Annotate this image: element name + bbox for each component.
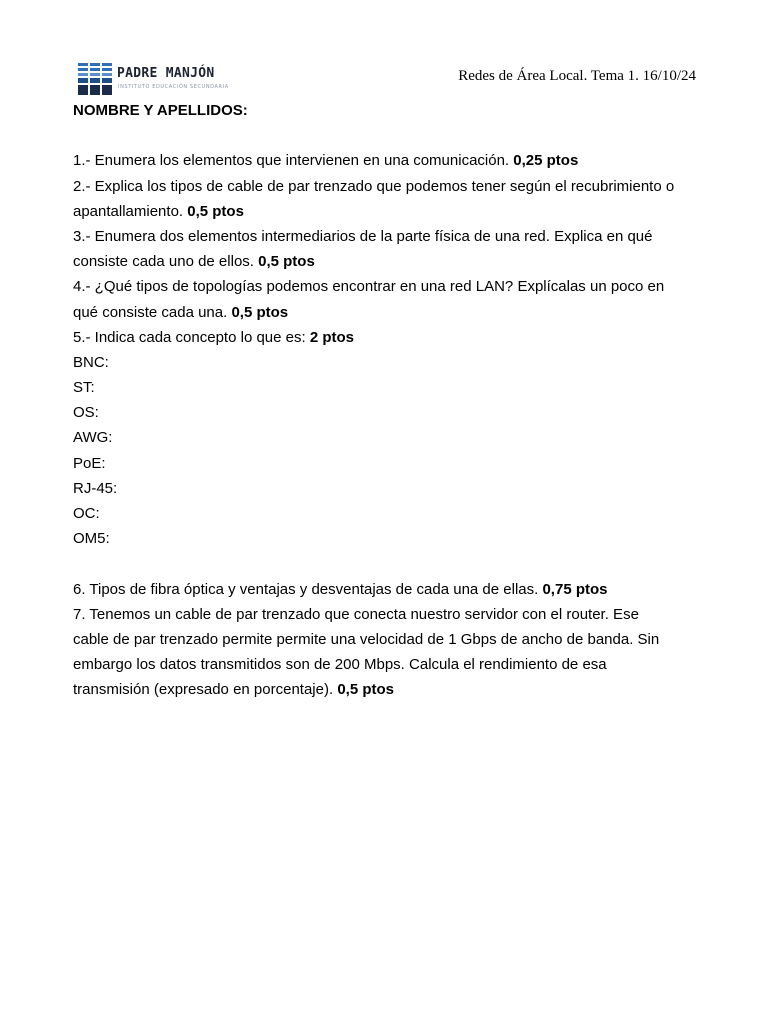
question-7-line-2: cable de par trenzado permite permite una velocidad de 1 Gbps de ancho de banda. Sin xyxy=(73,630,660,648)
question-2-text: apantallamiento. xyxy=(73,202,188,220)
question-3-points: 0,5 ptos xyxy=(258,253,315,271)
question-2-line-2 xyxy=(73,199,703,224)
term-rj45: RJ-45: xyxy=(73,479,118,497)
question-1 xyxy=(73,148,703,173)
question-7-line-1: 7. Tenemos un cable de par trenzado que conecta nuestro servidor con el router. Ese xyxy=(73,605,639,623)
question-4-points: 0,5 ptos xyxy=(231,303,289,321)
question-3-line-1: 3.- Enumera dos elementos intermediarios de la parte física de una red. Explica en qué xyxy=(73,227,653,245)
school-logo xyxy=(78,62,238,96)
question-7-points: 0,5 ptos xyxy=(337,681,394,699)
question-7-line-4 xyxy=(73,677,703,702)
question-4-text: qué consiste cada una. xyxy=(73,303,232,321)
term-oc: OC: xyxy=(73,505,100,522)
school-subtitle: INSTITUTO EDUCACIÓN SECUNDARIA xyxy=(118,84,229,90)
exam-body xyxy=(73,98,703,703)
term-awg: AWG: xyxy=(73,429,113,447)
spacer xyxy=(73,123,703,148)
school-name: PADRE MANJÓN xyxy=(117,66,215,81)
question-6-points: 0,75 ptos xyxy=(542,580,608,598)
question-4-line-1: 4.- ¿Qué tipos de topologías podemos encontrar en una red LAN? Explícalas un poco en xyxy=(73,278,665,296)
question-5-text: 5.- Indica cada concepto lo que es: xyxy=(73,328,310,346)
question-5 xyxy=(73,325,703,350)
question-2-points: 0,5 ptos xyxy=(187,202,244,220)
question-5-points: 2 ptos xyxy=(309,328,355,346)
question-3-line-2 xyxy=(73,249,703,274)
term-st: ST: xyxy=(73,379,95,397)
question-1-points: 0,25 ptos xyxy=(513,152,579,170)
course-info: Redes de Área Local. Tema 1. 16/10/24 xyxy=(458,68,696,84)
question-6-text: 6. Tipos de fibra óptica y ventajas y desventajas de cada una de ellas. xyxy=(73,580,543,598)
term-om5: OM5: xyxy=(73,530,110,548)
name-label: NOMBRE Y APELLIDOS: xyxy=(73,102,248,119)
spacer xyxy=(73,551,703,576)
question-3-text: consiste cada uno de ellos. xyxy=(73,253,259,271)
question-4-line-2 xyxy=(73,300,703,325)
term-os: OS: xyxy=(73,404,99,422)
question-6 xyxy=(73,577,703,602)
term-bnc: BNC: xyxy=(73,353,109,371)
question-2-line-1: 2.- Explica los tipos de cable de par trenzado que podemos tener según el recubrimiento o xyxy=(73,177,675,195)
page-header xyxy=(78,62,696,96)
question-7-line-3: embargo los datos transmitidos son de 200 Mbps. Calcula el rendimiento de esa xyxy=(73,656,607,674)
school-logo-mark-icon xyxy=(78,63,112,95)
question-1-text: 1.- Enumera los elementos que intervienen en una comunicación. xyxy=(73,152,514,170)
term-poe: PoE: xyxy=(73,454,106,472)
question-7-text: transmisión (expresado en porcentaje). xyxy=(73,681,338,699)
